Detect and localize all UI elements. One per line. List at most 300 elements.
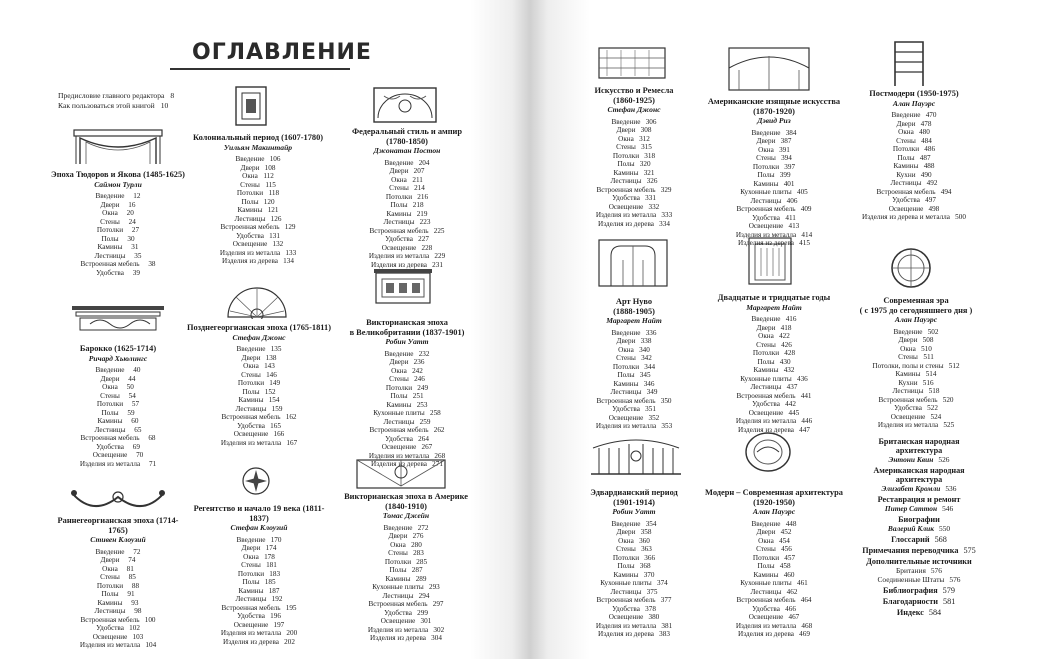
toc-entry[interactable] bbox=[841, 421, 991, 430]
toc-entry[interactable] bbox=[697, 545, 851, 554]
toc-entry[interactable] bbox=[571, 397, 697, 406]
toc-entry[interactable] bbox=[703, 341, 845, 350]
toc-entry[interactable] bbox=[697, 222, 851, 231]
toc-entry[interactable] bbox=[569, 126, 699, 135]
toc-entry[interactable] bbox=[697, 205, 851, 214]
toc-entry[interactable] bbox=[567, 571, 701, 580]
back-matter-item[interactable] bbox=[839, 495, 999, 513]
toc-entry-label: Изделия из металла bbox=[735, 417, 797, 425]
toc-entry-page: 196 bbox=[270, 612, 281, 621]
toc-entry-label: Введение bbox=[611, 328, 641, 337]
toc-entry[interactable] bbox=[48, 582, 188, 591]
toc-entry[interactable] bbox=[186, 362, 332, 371]
toc-entry[interactable] bbox=[58, 434, 178, 443]
toc-entry[interactable] bbox=[841, 213, 987, 222]
toc-entry[interactable] bbox=[48, 252, 188, 261]
toc-entry-label: Изделия из металла bbox=[368, 252, 430, 261]
toc-entry-label: Удобства bbox=[385, 434, 413, 443]
toc-entry[interactable] bbox=[184, 629, 334, 638]
toc-entry-page: 299 bbox=[417, 608, 428, 617]
toc-entry[interactable] bbox=[48, 235, 188, 244]
toc-entry[interactable] bbox=[184, 638, 334, 647]
toc-entry-page: 262 bbox=[433, 426, 445, 435]
toc-entry[interactable] bbox=[697, 528, 851, 537]
toc-entry[interactable] bbox=[186, 354, 332, 363]
back-matter-item[interactable] bbox=[839, 586, 999, 595]
toc-entry[interactable] bbox=[841, 336, 991, 345]
toc-entry[interactable] bbox=[571, 337, 697, 346]
toc-entry[interactable] bbox=[340, 452, 474, 461]
toc-entry[interactable] bbox=[697, 197, 851, 206]
toc-entry[interactable] bbox=[841, 353, 991, 362]
toc-entry[interactable] bbox=[841, 120, 987, 129]
back-matter-item[interactable] bbox=[839, 557, 999, 584]
toc-entry-label: Освещение bbox=[380, 617, 416, 626]
toc-entry[interactable] bbox=[567, 520, 701, 529]
toc-entry[interactable] bbox=[48, 269, 188, 278]
toc-entry[interactable] bbox=[344, 159, 470, 168]
toc-entry[interactable] bbox=[567, 613, 701, 622]
toc-entry[interactable] bbox=[697, 588, 851, 597]
chapter-title: (1870-1920) bbox=[753, 106, 795, 116]
toc-entry[interactable] bbox=[48, 556, 188, 565]
toc-entry[interactable] bbox=[338, 626, 474, 635]
toc-entry-label: Освещение bbox=[890, 412, 926, 421]
toc-entry[interactable] bbox=[340, 435, 474, 444]
toc-entry[interactable] bbox=[338, 609, 474, 618]
toc-entry[interactable] bbox=[703, 315, 845, 324]
toc-entry[interactable] bbox=[697, 146, 851, 155]
toc-entry[interactable] bbox=[697, 622, 851, 631]
chapter-title: Арт Нуво bbox=[615, 297, 653, 306]
toc-entry-page: 416 bbox=[785, 315, 797, 323]
toc-entry[interactable] bbox=[184, 587, 334, 596]
toc-entry[interactable] bbox=[58, 400, 178, 409]
toc-entry[interactable] bbox=[344, 261, 470, 270]
toc-entry[interactable] bbox=[344, 244, 470, 253]
toc-entry[interactable] bbox=[58, 383, 178, 392]
toc-entry[interactable] bbox=[340, 375, 474, 384]
toc-entry-label: Окна bbox=[758, 145, 774, 154]
toc-entry[interactable] bbox=[569, 203, 699, 212]
toc-entry[interactable] bbox=[567, 554, 701, 563]
toc-entry[interactable] bbox=[841, 362, 991, 371]
toc-entry[interactable] bbox=[184, 578, 334, 587]
toc-entry[interactable] bbox=[344, 193, 470, 202]
toc-entry[interactable] bbox=[841, 179, 987, 188]
toc-entry[interactable] bbox=[344, 227, 470, 236]
toc-entry-label: Изделия из дерева bbox=[371, 460, 427, 469]
toc-entry[interactable] bbox=[841, 370, 991, 379]
toc-entry[interactable] bbox=[338, 558, 474, 567]
toc-entry[interactable] bbox=[697, 180, 851, 189]
toc-entry-label: Лестницы bbox=[383, 417, 415, 426]
toc-entry[interactable] bbox=[703, 400, 845, 409]
toc-entry[interactable] bbox=[340, 418, 474, 427]
toc-entry[interactable] bbox=[703, 383, 845, 392]
toc-entry[interactable] bbox=[340, 350, 474, 359]
toc-entry[interactable] bbox=[703, 392, 845, 401]
toc-entry[interactable] bbox=[58, 409, 178, 418]
toc-entry[interactable] bbox=[48, 260, 188, 269]
toc-entry[interactable] bbox=[188, 257, 328, 266]
toc-entry[interactable] bbox=[340, 384, 474, 393]
toc-entry[interactable] bbox=[338, 532, 474, 541]
toc-entry[interactable] bbox=[338, 575, 474, 584]
toc-entry[interactable] bbox=[340, 401, 474, 410]
toc-entry[interactable] bbox=[841, 196, 987, 205]
toc-entry-label: Освещение bbox=[233, 430, 269, 438]
toc-entry[interactable] bbox=[338, 600, 474, 609]
toc-entry[interactable] bbox=[48, 226, 188, 235]
toc-entry-page: 304 bbox=[431, 634, 442, 643]
back-matter-item[interactable] bbox=[839, 608, 999, 617]
baroque-cornice-illustration bbox=[70, 300, 166, 336]
toc-entry-page: 134 bbox=[283, 257, 294, 265]
toc-entry[interactable] bbox=[58, 392, 178, 401]
art-nouveau-illustration bbox=[597, 238, 669, 288]
toc-entry[interactable] bbox=[697, 579, 851, 588]
toc-entry[interactable] bbox=[188, 223, 328, 232]
toc-entry[interactable] bbox=[569, 220, 699, 229]
toc-entry[interactable] bbox=[340, 460, 474, 469]
toc-entry[interactable] bbox=[841, 396, 991, 405]
toc-entry[interactable] bbox=[841, 128, 987, 137]
toc-entry[interactable] bbox=[569, 177, 699, 186]
toc-entry[interactable] bbox=[571, 363, 697, 372]
toc-entry[interactable] bbox=[841, 171, 987, 180]
toc-entry-page: 409 bbox=[800, 205, 812, 214]
toc-entry[interactable] bbox=[48, 201, 188, 210]
back-matter-item[interactable] bbox=[839, 515, 999, 533]
toc-entry[interactable] bbox=[567, 579, 701, 588]
toc-entry[interactable] bbox=[340, 358, 474, 367]
toc-entry[interactable] bbox=[338, 634, 474, 643]
toc-entry-page: 414 bbox=[801, 230, 813, 239]
toc-entry[interactable] bbox=[186, 439, 332, 448]
toc-entry-page: 133 bbox=[285, 248, 297, 257]
toc-entry-label: Изделия из металла bbox=[219, 248, 281, 257]
toc-entry-page: 405 bbox=[796, 188, 808, 197]
toc-entry[interactable] bbox=[703, 417, 845, 426]
toc-entry[interactable] bbox=[344, 252, 470, 261]
toc-entry[interactable] bbox=[186, 422, 332, 431]
toc-entry[interactable] bbox=[697, 613, 851, 622]
toc-entry[interactable] bbox=[571, 388, 697, 397]
toc-entry[interactable] bbox=[186, 413, 332, 422]
toc-entry[interactable] bbox=[48, 641, 188, 650]
toc-entry[interactable] bbox=[569, 135, 699, 144]
toc-entry[interactable] bbox=[344, 201, 470, 210]
toc-entry[interactable] bbox=[567, 605, 701, 614]
toc-entry[interactable] bbox=[697, 605, 851, 614]
toc-entry-label: Встроенная мебель bbox=[80, 260, 140, 268]
chapter-author: Алан Пауэрс bbox=[752, 507, 796, 517]
toc-entry-page: 377 bbox=[660, 596, 672, 605]
toc-entry[interactable] bbox=[188, 206, 328, 215]
toc-entry[interactable] bbox=[697, 171, 851, 180]
toc-entry[interactable] bbox=[338, 617, 474, 626]
toc-entry[interactable] bbox=[48, 573, 188, 582]
toc-entry[interactable] bbox=[841, 404, 991, 413]
front-matter-item[interactable]: Как пользоваться этой книгой 10 bbox=[58, 100, 169, 110]
toc-entry[interactable] bbox=[344, 210, 470, 219]
toc-entry[interactable] bbox=[569, 211, 699, 220]
toc-entry-page: 312 bbox=[639, 134, 650, 143]
toc-entry-page: 50 bbox=[126, 383, 134, 391]
toc-entry[interactable] bbox=[338, 541, 474, 550]
toc-entry[interactable] bbox=[186, 396, 332, 405]
toc-entry-page: 492 bbox=[926, 179, 938, 187]
toc-entry[interactable] bbox=[340, 392, 474, 401]
toc-entry[interactable] bbox=[184, 553, 334, 562]
toc-entry[interactable] bbox=[58, 460, 178, 469]
toc-entry[interactable] bbox=[567, 537, 701, 546]
toc-entry[interactable] bbox=[188, 198, 328, 207]
toc-entry-label: Кухонные плиты bbox=[372, 583, 424, 592]
front-matter-item[interactable]: Предисловие главного редактора 8 bbox=[58, 91, 175, 100]
toc-entry[interactable] bbox=[48, 548, 188, 557]
toc-entry[interactable] bbox=[58, 426, 178, 435]
toc-entry[interactable] bbox=[697, 520, 851, 529]
toc-entry[interactable] bbox=[188, 249, 328, 258]
toc-entry[interactable] bbox=[338, 566, 474, 575]
toc-entry[interactable] bbox=[344, 176, 470, 185]
toc-entry-page: 411 bbox=[785, 213, 796, 222]
toc-entry[interactable] bbox=[48, 218, 188, 227]
toc-entry[interactable] bbox=[567, 545, 701, 554]
toc-entry-label: Лестницы bbox=[94, 607, 126, 616]
toc-entry[interactable] bbox=[697, 239, 851, 248]
toc-entry[interactable] bbox=[569, 152, 699, 161]
toc-entry[interactable] bbox=[841, 137, 987, 146]
toc-entry[interactable] bbox=[841, 328, 991, 337]
toc-entry[interactable] bbox=[58, 417, 178, 426]
toc-entry[interactable] bbox=[571, 346, 697, 355]
toc-entry[interactable] bbox=[48, 243, 188, 252]
back-matter-title: Реставрация и ремонт bbox=[877, 495, 961, 504]
toc-entry[interactable] bbox=[571, 380, 697, 389]
toc-entry[interactable] bbox=[703, 332, 845, 341]
toc-entry[interactable] bbox=[697, 554, 851, 563]
toc-entry-label: Удобства bbox=[894, 404, 922, 413]
toc-entry[interactable] bbox=[186, 405, 332, 414]
chapter-block bbox=[340, 318, 474, 469]
toc-entry[interactable] bbox=[703, 349, 845, 358]
toc-entry[interactable] bbox=[569, 118, 699, 127]
back-matter-item[interactable] bbox=[839, 535, 999, 544]
toc-entry[interactable] bbox=[569, 186, 699, 195]
back-matter-title: архитектура bbox=[895, 446, 943, 455]
toc-entry[interactable] bbox=[567, 588, 701, 597]
back-matter-page: 579 bbox=[942, 586, 955, 595]
toc-entry[interactable] bbox=[703, 375, 845, 384]
toc-entry[interactable] bbox=[344, 184, 470, 193]
toc-entry-label: Изделия из дерева bbox=[598, 219, 654, 228]
toc-entry[interactable] bbox=[48, 590, 188, 599]
toc-entry[interactable] bbox=[697, 129, 851, 138]
toc-entry[interactable] bbox=[340, 367, 474, 376]
toc-entry[interactable] bbox=[340, 443, 474, 452]
toc-entry[interactable] bbox=[697, 537, 851, 546]
toc-entry-page: 456 bbox=[781, 545, 792, 554]
chapter-block bbox=[184, 504, 334, 646]
toc-entry[interactable] bbox=[58, 375, 178, 384]
toc-entry[interactable] bbox=[841, 379, 991, 388]
toc-entry-page: 469 bbox=[799, 630, 810, 639]
toc-entry[interactable] bbox=[344, 218, 470, 227]
toc-entry[interactable] bbox=[841, 413, 991, 422]
toc-entry[interactable] bbox=[188, 181, 328, 190]
toc-entry[interactable] bbox=[338, 524, 474, 533]
toc-entry-page: 510 bbox=[921, 344, 932, 353]
toc-entry[interactable] bbox=[703, 409, 845, 418]
toc-entry[interactable] bbox=[58, 451, 178, 460]
back-matter-title: Американская народная bbox=[873, 466, 965, 475]
toc-entry[interactable] bbox=[697, 571, 851, 580]
toc-entry[interactable] bbox=[697, 562, 851, 571]
toc-entry[interactable] bbox=[48, 607, 188, 616]
toc-entry[interactable] bbox=[841, 345, 991, 354]
toc-entry[interactable] bbox=[188, 172, 328, 181]
toc-entry[interactable] bbox=[571, 422, 697, 431]
toc-entry[interactable] bbox=[188, 215, 328, 224]
toc-entry-page: 354 bbox=[645, 519, 657, 528]
toc-entry-page: 318 bbox=[644, 151, 656, 160]
toc-entry[interactable] bbox=[338, 583, 474, 592]
toc-entry[interactable] bbox=[344, 167, 470, 176]
toc-entry-label: Полы bbox=[101, 590, 119, 599]
toc-entry[interactable] bbox=[184, 604, 334, 613]
toc-entry[interactable] bbox=[186, 388, 332, 397]
toc-entry[interactable] bbox=[338, 549, 474, 558]
toc-entry[interactable] bbox=[184, 621, 334, 630]
toc-entry[interactable] bbox=[703, 366, 845, 375]
toc-entry[interactable] bbox=[184, 570, 334, 579]
toc-entry[interactable] bbox=[188, 164, 328, 173]
toc-entry[interactable] bbox=[48, 633, 188, 642]
toc-entry[interactable] bbox=[841, 162, 987, 171]
toc-entry-label: Изделия из металла bbox=[595, 621, 657, 630]
toc-entry[interactable] bbox=[569, 169, 699, 178]
toc-entry[interactable] bbox=[184, 595, 334, 604]
toc-entry[interactable] bbox=[569, 194, 699, 203]
toc-entry[interactable] bbox=[340, 426, 474, 435]
toc-entry-label: Изделия из металла bbox=[877, 421, 939, 430]
toc-entry[interactable] bbox=[697, 137, 851, 146]
toc-entry[interactable] bbox=[567, 622, 701, 631]
toc-entry[interactable] bbox=[567, 562, 701, 571]
toc-entry-label: Потолки bbox=[237, 379, 265, 387]
toc-entry-label: Удобства bbox=[236, 231, 264, 240]
toc-entry-label: Удобства bbox=[96, 268, 124, 277]
toc-entry-label: Лестницы bbox=[750, 587, 782, 596]
toc-entry[interactable] bbox=[188, 155, 328, 164]
back-matter-item[interactable] bbox=[839, 546, 999, 555]
toc-entry[interactable] bbox=[188, 240, 328, 249]
toc-entry-page: 422 bbox=[779, 332, 790, 340]
toc-entry[interactable] bbox=[697, 188, 851, 197]
toc-entry[interactable] bbox=[697, 163, 851, 172]
toc-entry[interactable] bbox=[697, 214, 851, 223]
toc-entry[interactable] bbox=[184, 561, 334, 570]
toc-entry[interactable] bbox=[48, 192, 188, 201]
toc-entry[interactable] bbox=[703, 358, 845, 367]
toc-entry[interactable] bbox=[48, 599, 188, 608]
toc-entry[interactable] bbox=[569, 160, 699, 169]
toc-entry[interactable] bbox=[703, 426, 845, 435]
toc-entry[interactable] bbox=[58, 443, 178, 452]
toc-entry[interactable] bbox=[188, 232, 328, 241]
toc-entry[interactable] bbox=[567, 528, 701, 537]
toc-entry-page: 91 bbox=[127, 590, 135, 599]
toc-entry[interactable] bbox=[58, 366, 178, 375]
toc-entry[interactable] bbox=[340, 409, 474, 418]
toc-entry[interactable] bbox=[571, 329, 697, 338]
toc-entry[interactable] bbox=[841, 154, 987, 163]
toc-entry[interactable] bbox=[188, 189, 328, 198]
toc-entry[interactable] bbox=[184, 536, 334, 545]
toc-entry[interactable] bbox=[186, 371, 332, 380]
toc-entry[interactable] bbox=[48, 565, 188, 574]
toc-entry[interactable] bbox=[186, 379, 332, 388]
toc-entry[interactable] bbox=[571, 354, 697, 363]
toc-entry[interactable] bbox=[48, 624, 188, 633]
toc-entry[interactable] bbox=[571, 414, 697, 423]
toc-entry-page: 375 bbox=[646, 587, 658, 596]
toc-entry[interactable] bbox=[841, 188, 987, 197]
toc-entry[interactable] bbox=[571, 405, 697, 414]
toc-entry-page: 494 bbox=[940, 187, 952, 196]
toc-entry[interactable] bbox=[186, 345, 332, 354]
toc-entry-label: Окна bbox=[242, 172, 258, 180]
toc-entry-page: 159 bbox=[271, 404, 283, 413]
toc-entry[interactable] bbox=[186, 430, 332, 439]
toc-entry[interactable] bbox=[703, 324, 845, 333]
toc-entry[interactable] bbox=[841, 205, 987, 214]
toc-entry[interactable] bbox=[567, 596, 701, 605]
toc-entry[interactable] bbox=[184, 612, 334, 621]
back-matter-item[interactable] bbox=[839, 466, 999, 493]
toc-entry[interactable] bbox=[338, 592, 474, 601]
toc-entry[interactable] bbox=[184, 544, 334, 553]
toc-entry[interactable] bbox=[841, 145, 987, 154]
toc-entry-page: 249 bbox=[417, 383, 429, 392]
back-matter-subentry[interactable] bbox=[839, 566, 999, 575]
toc-entry[interactable] bbox=[841, 111, 987, 120]
toc-entry[interactable] bbox=[569, 143, 699, 152]
toc-entry-page: 460 bbox=[783, 570, 795, 579]
toc-entry[interactable] bbox=[697, 231, 851, 240]
back-matter-item[interactable] bbox=[839, 437, 999, 464]
contemporary-lamp-illustration bbox=[889, 246, 933, 290]
toc-entry-page: 115 bbox=[265, 180, 276, 189]
toc-entry[interactable] bbox=[841, 387, 991, 396]
back-matter-item[interactable] bbox=[839, 597, 999, 606]
chapter-block bbox=[186, 323, 332, 447]
toc-entry[interactable] bbox=[48, 209, 188, 218]
toc-entry[interactable] bbox=[344, 235, 470, 244]
toc-entry[interactable] bbox=[567, 630, 701, 639]
toc-entry[interactable] bbox=[697, 154, 851, 163]
toc-entry[interactable] bbox=[697, 596, 851, 605]
back-matter-subentry[interactable] bbox=[839, 575, 999, 584]
chapter-block bbox=[48, 170, 188, 277]
toc-entry[interactable] bbox=[571, 371, 697, 380]
toc-entry[interactable] bbox=[48, 616, 188, 625]
chapter-title: Барокко (1625-1714) bbox=[79, 344, 157, 353]
toc-entry[interactable] bbox=[697, 630, 851, 639]
